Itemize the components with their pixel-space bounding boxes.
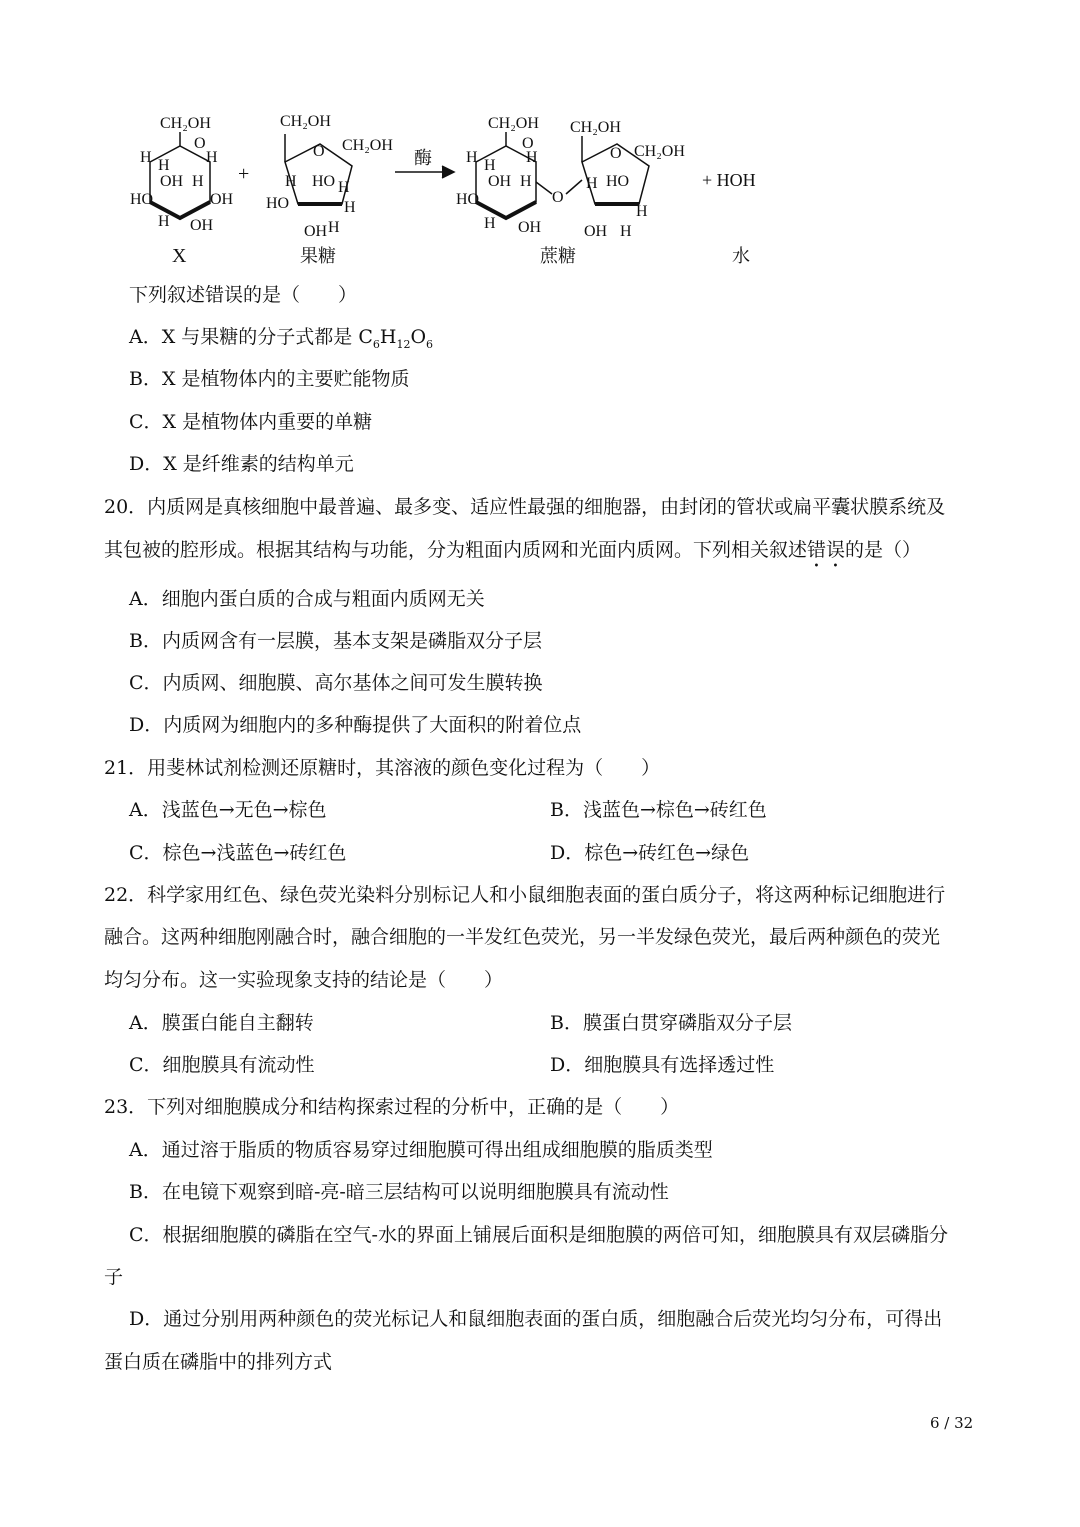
x-h-label: H: [206, 149, 218, 166]
sucrose-fru-ho: HO: [606, 173, 630, 190]
fructose-h-label: H: [285, 173, 297, 190]
q20-option-b: B．内质网含有一层膜，基本支架是磷脂双分子层: [129, 630, 542, 652]
q23-option-b: B．在电镜下观察到暗-亮-暗三层结构可以说明细胞膜具有流动性: [129, 1181, 669, 1203]
caption-water: 水: [732, 246, 750, 266]
q20-line2-text: 其包被的腔形成。根据其结构与功能，分为粗面内质网和光面内质网。下列相关叙述: [104, 539, 808, 561]
q20-emphasis: 错误: [807, 539, 846, 561]
sucrose-fru-ring-o: O: [610, 145, 622, 162]
x-ring-o: O: [194, 135, 206, 152]
sucrose-glc-oh: OH: [518, 219, 542, 236]
q20-line1: 20．内质网是真核细胞中最普遍、最多变、适应性最强的细胞器，由封闭的管状或扁平囊状膜系统及: [104, 496, 946, 518]
q21-stem: 21．用斐林试剂检测还原糖时，其溶液的颜色变化过程为（ ）: [104, 757, 661, 779]
q23-stem: 23．下列对细胞膜成分和结构探索过程的分析中，正确的是（ ）: [104, 1096, 680, 1118]
q22-line1: 22．科学家用红色、绿色荧光染料分别标记人和小鼠细胞表面的蛋白质分子，将这两种标记细胞进行: [104, 884, 946, 906]
caption-x: X: [172, 245, 187, 267]
q20-option-d: D．内质网为细胞内的多种酶提供了大面积的附着位点: [129, 714, 582, 736]
x-h-label: H: [158, 157, 170, 174]
x-oh-label: OH: [210, 191, 234, 208]
fructose-ring-o: O: [313, 143, 325, 160]
x-ho-label: HO: [130, 191, 154, 208]
sucrose-fru-ch2oh-top: CH₂OH: [570, 119, 621, 136]
sucrose-fru-h: H: [620, 223, 632, 240]
sucrose-glc-ho: HO: [456, 191, 480, 208]
sucrose-glc-ring-o: O: [522, 135, 534, 152]
sucrose-glycosidic-o: O: [552, 189, 564, 206]
subscript: 6: [372, 337, 380, 351]
x-oh-label: OH: [190, 217, 214, 234]
plus-sign: +: [238, 163, 250, 185]
q19-option-d: D．X 是纤维素的结构单元: [129, 453, 354, 475]
q19-stem: 下列叙述错误的是（ ）: [129, 284, 358, 306]
enzyme-label: 酶: [414, 148, 432, 168]
sucrose-glc-h: H: [484, 215, 496, 232]
x-h-label: H: [140, 149, 152, 166]
x-h-label: H: [158, 213, 170, 230]
q20-line2-end: 的是（）: [845, 539, 922, 561]
sucrose-glc-h: H: [520, 173, 532, 190]
sucrose-glc-oh: OH: [488, 173, 512, 190]
q22-line2: 融合。这两种细胞刚融合时，融合细胞的一半发红色荧光，另一半发绿色荧光，最后两种颜色的荧光: [104, 926, 941, 948]
q21-option-a: A．浅蓝色→无色→棕色: [129, 799, 327, 821]
q21-option-b: B．浅蓝色→棕色→砖红色: [550, 799, 767, 821]
q19-option-a-text: A．X 与果糖的分子式都是 C: [129, 326, 373, 348]
caption-fructose: 果糖: [300, 246, 336, 266]
q20-option-c: C．内质网、细胞膜、高尔基体之间可发生膜转换: [129, 672, 543, 694]
q23-option-a: A．通过溶于脂质的物质容易穿过细胞膜可得出组成细胞膜的脂质类型: [129, 1139, 713, 1161]
x-ch2oh-label: CH₂OH: [160, 115, 211, 132]
q21-option-c: C．棕色→浅蓝色→砖红色: [129, 842, 347, 864]
fructose-oh-label: OH: [304, 223, 328, 240]
sucrose-glc-ch2oh: CH₂OH: [488, 115, 539, 132]
q19-option-b: B．X 是植物体内的主要贮能物质: [129, 368, 410, 390]
fructose-ch2oh-right: CH₂OH: [342, 137, 393, 154]
q22-line3: 均匀分布。这一实验现象支持的结论是（ ）: [104, 969, 504, 991]
q22-option-b: B．膜蛋白贯穿磷脂双分子层: [550, 1012, 792, 1034]
sucrose-glc-h: H: [484, 157, 496, 174]
page-number: 6 / 32: [930, 1414, 974, 1432]
fructose-ho-label: HO: [312, 173, 336, 190]
q23-option-d-line2: 蛋白质在磷脂中的排列方式: [104, 1351, 333, 1373]
x-h-label: H: [192, 173, 204, 190]
q22-option-c: C．细胞膜具有流动性: [129, 1054, 315, 1076]
sucrose-fru-oh: OH: [584, 223, 608, 240]
q19-option-a: [129, 324, 433, 358]
q21-option-d: D．棕色→砖红色→绿色: [550, 842, 750, 864]
sucrose-synthesis-diagram: [120, 104, 800, 274]
caption-sucrose: 蔗糖: [540, 246, 576, 266]
q20-line2: [104, 537, 921, 572]
q23-option-d-line1: D．通过分别用两种颜色的荧光标记人和鼠细胞表面的蛋白质，细胞融合后荧光均匀分布，可得出: [129, 1308, 943, 1330]
sucrose-fru-h: H: [586, 175, 598, 192]
fructose-ch2oh-top: CH₂OH: [280, 113, 331, 130]
q23-option-c-line2: 子: [104, 1266, 124, 1288]
fructose-ho-label: HO: [266, 195, 290, 212]
subscript: 12: [396, 337, 411, 351]
q19-option-c: C．X 是植物体内重要的单糖: [129, 411, 373, 433]
q23-option-c-line1: C．根据细胞膜的磷脂在空气-水的界面上铺展后面积是细胞膜的两倍可知，细胞膜具有双层磷脂分: [129, 1224, 948, 1246]
formula-part: O: [410, 326, 427, 348]
formula-part: H: [379, 326, 397, 348]
sucrose-glc-h: H: [526, 149, 538, 166]
x-oh-label: OH: [160, 173, 184, 190]
fructose-h-label: H: [344, 199, 356, 216]
q22-option-d: D．细胞膜具有选择透过性: [550, 1054, 775, 1076]
sucrose-fru-ch2oh-right: CH₂OH: [634, 143, 685, 160]
q20-option-a: A．细胞内蛋白质的合成与粗面内质网无关: [129, 588, 485, 610]
water-formula: + HOH: [702, 170, 756, 190]
q22-option-a: A．膜蛋白能自主翻转: [129, 1012, 314, 1034]
sucrose-glc-h: H: [466, 149, 478, 166]
fructose-h-label: H: [328, 219, 340, 236]
subscript: 6: [426, 337, 434, 351]
fructose-h-label: H: [338, 179, 350, 196]
sucrose-fru-h: H: [636, 203, 648, 220]
